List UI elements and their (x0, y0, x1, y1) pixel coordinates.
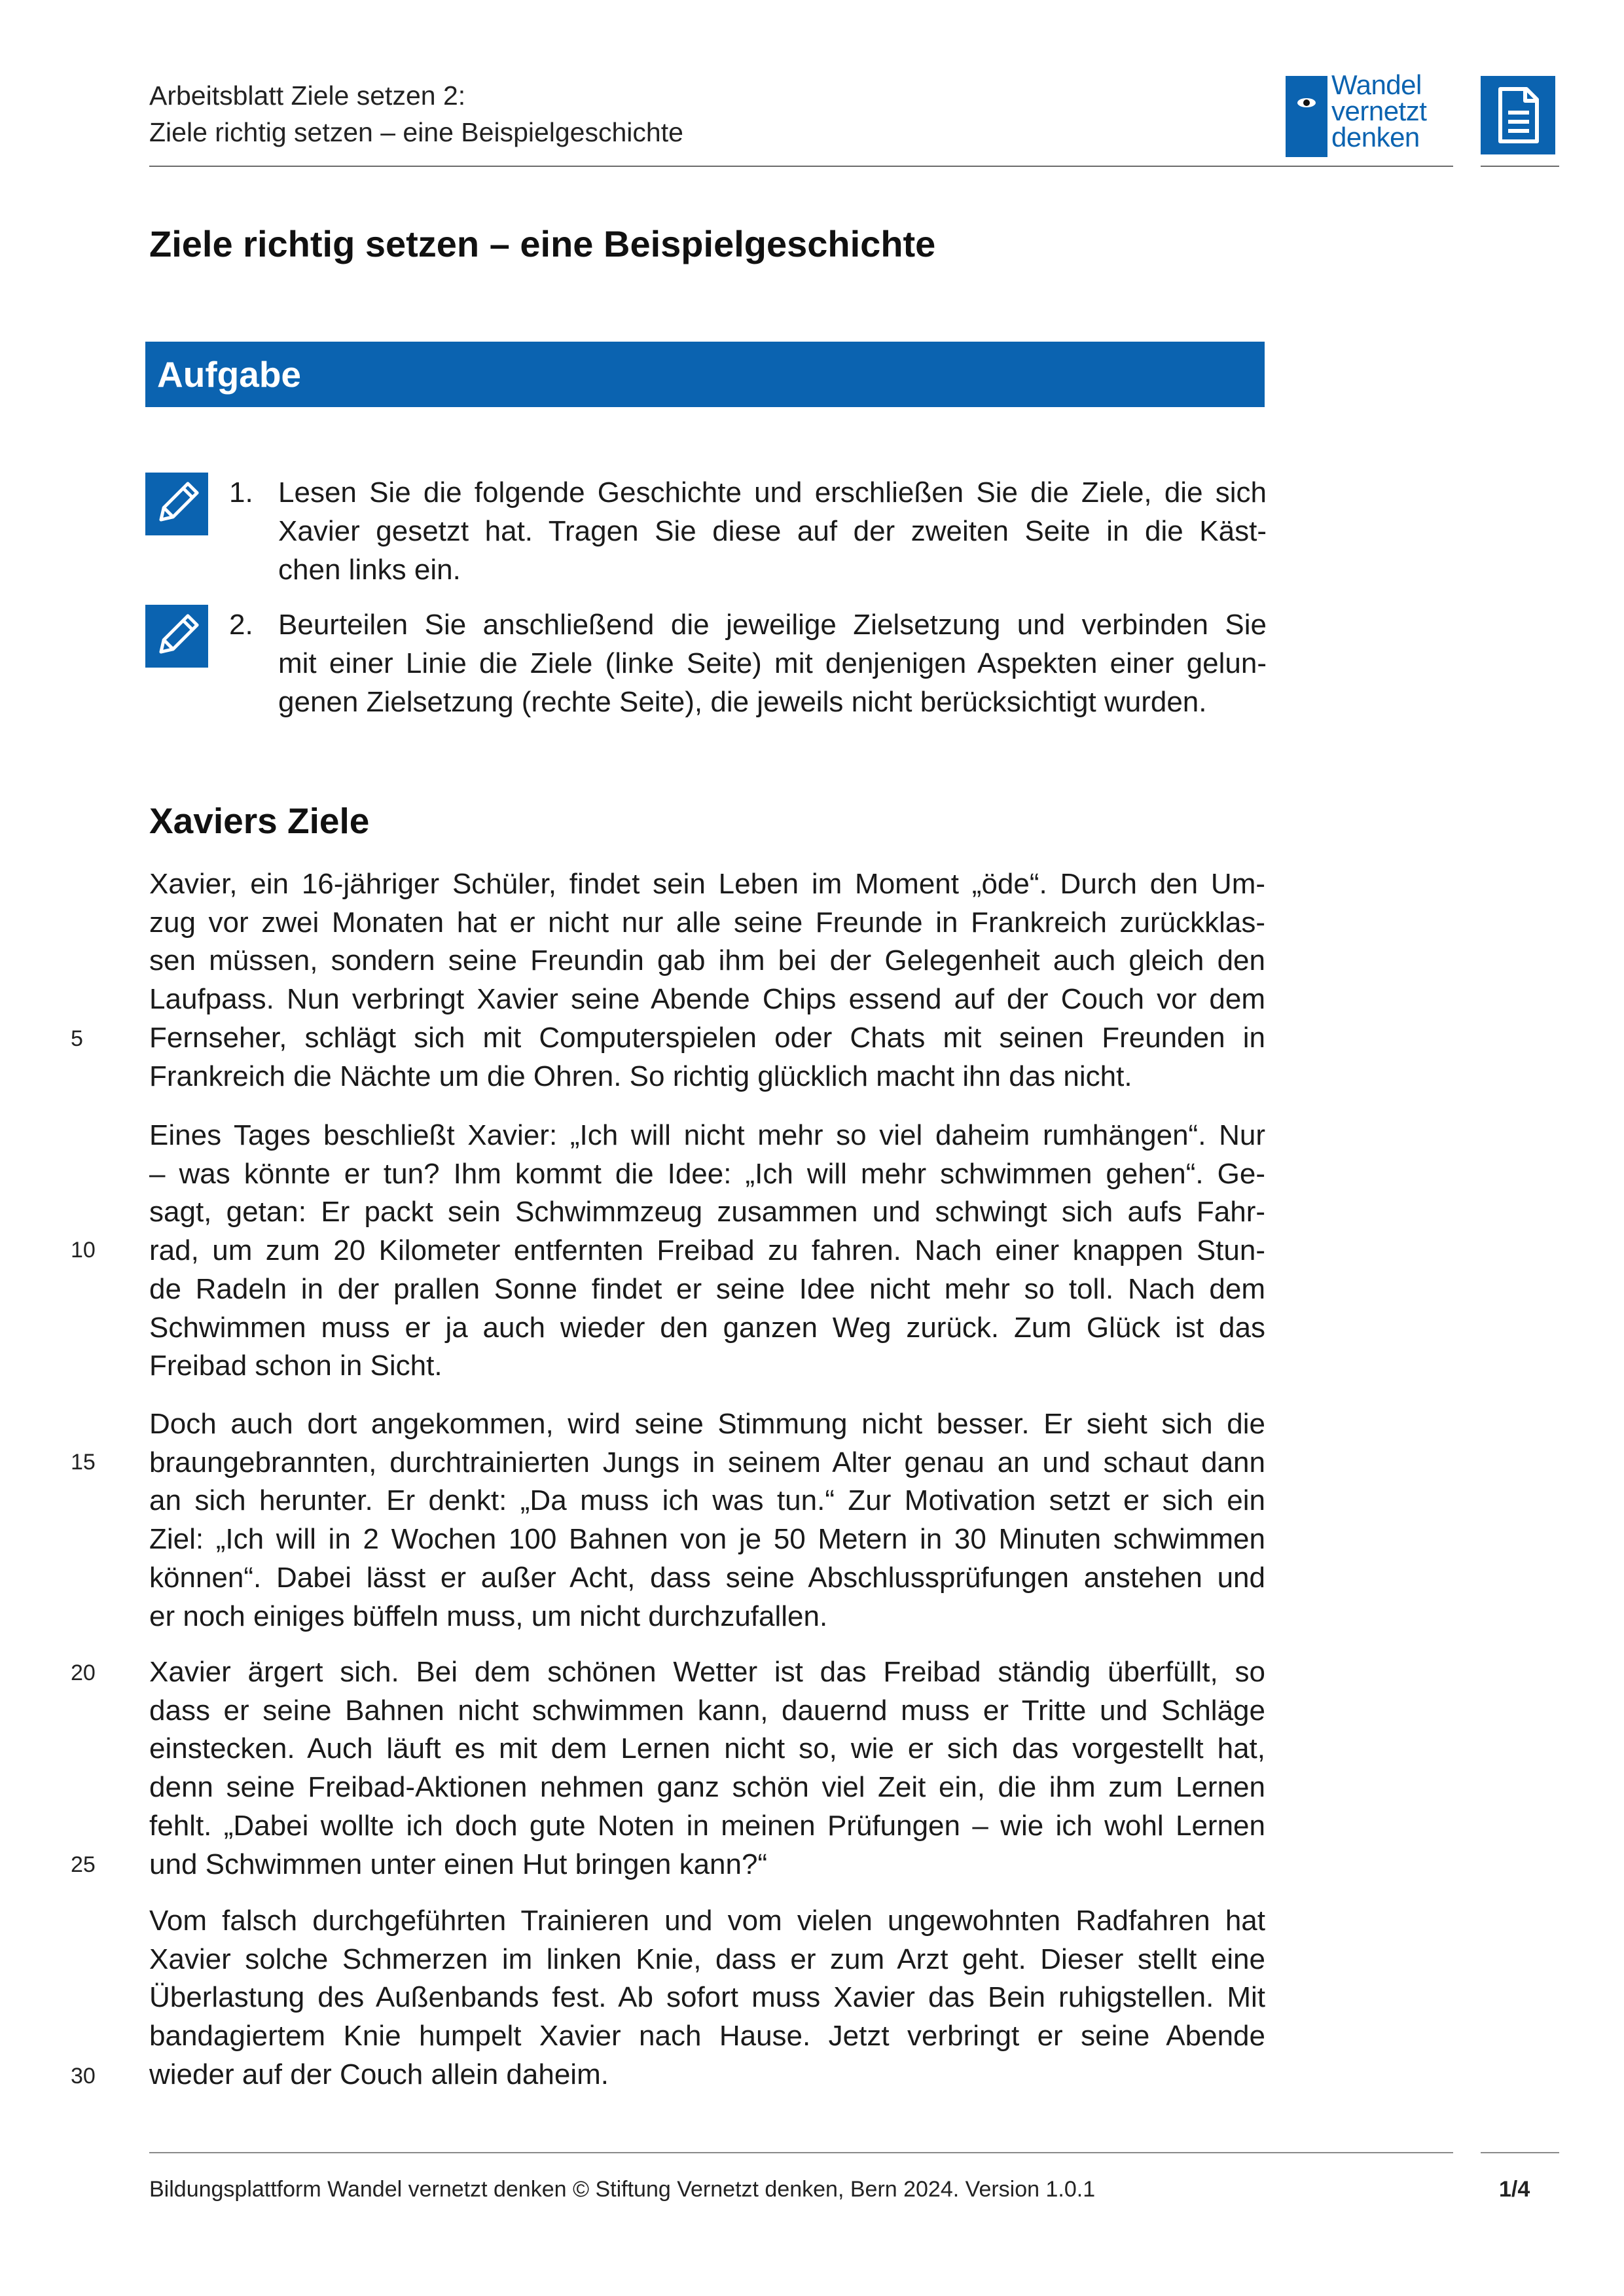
line-number: 15 (71, 1450, 96, 1475)
page-number: 1/4 (1499, 2177, 1530, 2202)
story-paragraph: Xavier ärgert sich. Bei dem schönen Wetter ist das Freibad ständig überfüllt, so dass er seine Bahnen nicht schwimmen kann, dauernd muss er Tritte und Schläge einstecken. Auch läuft es mit dem Lernen nicht so, wie er sich das vorgestellt hat, denn seine Freibad-Aktionen nehmen ganz schön viel Zeit ein, die ihm zum Lernen fehlt. „Dabei wollte ich doch gute Noten in meinen Prüfungen – wie ich wohl Lernen und Schwimmen unter einen Hut bringen kann?“ (149, 1656, 1265, 1880)
wandel-vernetzt-denken-logo (1286, 69, 1457, 157)
footer-text: Bildungsplattform Wandel vernetzt denken © Stiftung Vernetzt denken, Bern 2024. Version 1.0.1 (149, 2177, 1096, 2202)
line-number: 20 (71, 1660, 96, 1685)
line-number: 10 (71, 1238, 96, 1263)
task-number: 1. (229, 476, 253, 509)
story-paragraph: Xavier, ein 16-jähriger Schüler, findet sein Leben im Moment „öde“. Durch den Um- zug vor zwei Monaten hat er nicht nur alle seine Freunde in Frankreich zurückklas- sen müssen, sondern seine Freundin gab ihm bei der Gelegenheit auch gleich den Laufpass. Nun verbringt Xavier seine Abende Chips essend auf der Couch vor dem Fernseher, schlägt sich mit Computerspielen oder Chats mit seinen Freunden in Frankreich die Nächte um die Ohren. So richtig glücklich macht ihn das nicht. (149, 868, 1265, 1092)
story-paragraph: Doch auch dort angekommen, wird seine Stimmung nicht besser. Er sieht sich die braungebrannten, durchtrainierten Jungs in seinem Alter genau an und schaut dann an sich herunter. Er denkt: „Da muss ich was tun.“ Zur Motivation setzt er sich ein Ziel: „Ich will in 2 Wochen 100 Bahnen von je 50 Metern in 30 Minuten schwimmen können“. Dabei lässt er außer Acht, dass seine Abschlussprüfungen anstehen und er noch einiges büffeln muss, um nicht durchzufallen. (149, 1408, 1265, 1632)
footer-divider-right (1481, 2152, 1559, 2153)
page-title: Ziele richtig setzen – eine Beispielgeschichte (149, 223, 936, 264)
line-number: 30 (71, 2064, 96, 2089)
pencil-icon (145, 605, 208, 668)
document-icon (1481, 76, 1555, 154)
task-number: 2. (229, 609, 253, 641)
task-heading: Aufgabe (157, 354, 301, 395)
header-divider (149, 166, 1453, 167)
header-line-2: Ziele richtig setzen – eine Beispielgeschichte (149, 117, 683, 147)
logo-text: Wandel vernetzt denken (1331, 69, 1427, 152)
worksheet-header (149, 77, 683, 151)
line-number: 5 (71, 1026, 83, 1051)
line-number: 25 (71, 1852, 96, 1877)
header-line-1: Arbeitsblatt Ziele setzen 2: (149, 81, 466, 111)
story-paragraph: Vom falsch durchgeführten Trainieren und vom vielen ungewohnten Radfahren hat Xavier solche Schmerzen im linken Knie, dass er zum Arzt geht. Dieser stellt eine Überlastung des Außenbands fest. Ab sofort muss Xavier das Bein ruhigstellen. Mit bandagiertem Knie humpelt Xavier nach Hause. Jetzt verbringt er seine Abende wieder auf der Couch allein daheim. (149, 1905, 1265, 2090)
logo-block (1286, 76, 1327, 157)
pencil-icon (145, 473, 208, 535)
task-heading-bar (145, 342, 1265, 407)
story-title: Xaviers Ziele (149, 800, 370, 841)
task-1-text: Lesen Sie die folgende Geschichte und erschließen Sie die Ziele, die sich Xavier gesetzt hat. Tragen Sie diese auf der zweiten Seite in die Käst- chen links ein. (278, 476, 1267, 586)
header-divider-right (1481, 166, 1559, 167)
footer-divider (149, 2152, 1453, 2153)
eye-icon (1297, 98, 1316, 107)
story-paragraph: Eines Tages beschließt Xavier: „Ich will nicht mehr so viel daheim rumhängen“. Nur – was könnte er tun? Ihm kommt die Idee: „Ich will mehr schwimmen gehen“. Ge- sagt, getan: Er packt sein Schwimmzeug zusammen und schwingt sich aufs Fahr- rad, um zum 20 Kilometer entfernten Freibad zu fahren. Nach einer knappen Stun- de Radeln in der prallen Sonne findet er seine Idee nicht mehr so toll. Nach dem Schwimmen muss er ja auch wieder den ganzen Weg zurück. Zum Glück ist das Freibad schon in Sicht. (149, 1119, 1265, 1382)
task-2-text: Beurteilen Sie anschließend die jeweilige Zielsetzung und verbinden Sie mit einer Linie die Ziele (linke Seite) mit denjenigen Aspekten einer gelun- genen Zielsetzung (rechte Seite), die jeweils nicht berücksichtigt wurden. (278, 609, 1267, 718)
